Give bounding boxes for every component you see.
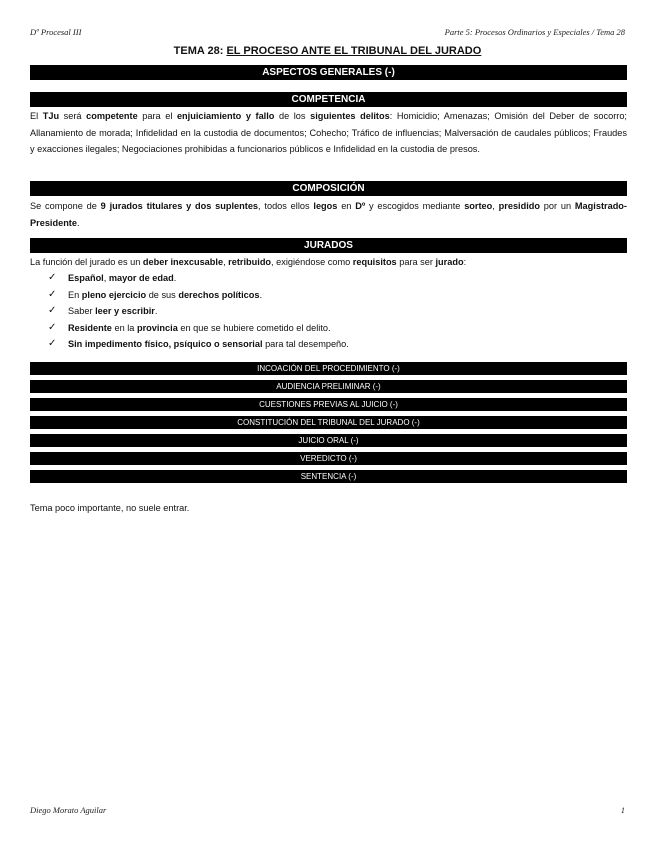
section-constitucion-tribunal: CONSTITUCIÓN DEL TRIBUNAL DEL JURADO (-)	[30, 416, 627, 429]
section-veredicto: VEREDICTO (-)	[30, 452, 627, 465]
text: en la	[111, 322, 137, 333]
check-icon: ✓	[48, 288, 57, 300]
header-section: Parte 5: Procesos Ordinarios y Especiales / Tema 28	[444, 27, 625, 37]
check-icon: ✓	[48, 338, 57, 349]
text: La función del jurado es un	[30, 257, 143, 267]
text: ,	[492, 201, 499, 211]
bold-text: provincia	[136, 322, 178, 333]
list-item	[48, 336, 349, 353]
bold-text: requisitos	[352, 257, 397, 267]
section-incoacion: INCOACIÓN DEL PROCEDIMIENTO (-)	[30, 362, 627, 375]
bold-text: enjuiciamiento y fallo	[176, 111, 275, 121]
bold-text: pleno ejercicio	[81, 289, 147, 300]
text: Saber	[68, 306, 96, 316]
text: .	[259, 289, 263, 300]
footer-author: Diego Morato Aguilar	[30, 805, 107, 815]
text: de los	[274, 111, 311, 121]
section-cuestiones-previas: CUESTIONES PREVIAS AL JUICIO (-)	[30, 398, 627, 411]
list-item	[48, 303, 349, 320]
section-juicio-oral: JUICIO ORAL (-)	[30, 434, 627, 447]
check-icon: ✓	[48, 321, 57, 333]
bold-text: Magistrado-Presidente	[30, 201, 627, 228]
bold-text: leer y escribir	[95, 306, 155, 316]
page-title	[0, 45, 655, 57]
bold-text: Dº	[355, 201, 366, 211]
bold-text: derechos políticos	[178, 289, 260, 300]
bold-text: jurado	[435, 257, 464, 267]
bold-text: Sin impedimento físico, psíquico o sensorial	[68, 339, 263, 349]
text: .	[76, 217, 80, 228]
list-item	[48, 270, 349, 287]
jurados-paragraph	[30, 254, 627, 271]
list-item	[48, 320, 349, 337]
section-aspectos-generales: ASPECTOS GENERALES (-)	[30, 65, 627, 80]
text: Se compone de	[30, 201, 101, 211]
text: El	[30, 111, 43, 121]
section-audiencia-preliminar: AUDIENCIA PRELIMINAR (-)	[30, 380, 627, 393]
check-icon: ✓	[48, 272, 57, 283]
header-subject: Dº Procesal III	[30, 27, 82, 37]
text: En	[68, 289, 82, 300]
bold-text: legos	[313, 201, 338, 211]
bold-text: Residente	[68, 322, 112, 333]
text: será	[59, 111, 87, 121]
bold-text: sorteo	[464, 201, 493, 211]
text: por un	[540, 201, 575, 211]
text: en	[337, 201, 356, 211]
text: , exigiéndose como	[271, 257, 353, 267]
bold-text: TJu	[42, 111, 60, 121]
bold-text: retribuido	[228, 257, 272, 267]
page-number: 1	[620, 805, 625, 815]
text: :	[463, 257, 467, 267]
bold-text: competente	[86, 111, 138, 121]
list-item	[48, 287, 349, 304]
text: .	[173, 273, 177, 283]
bold-text: Español	[68, 273, 104, 283]
bold-text: siguientes delitos	[310, 111, 390, 121]
bold-text: mayor de edad	[108, 273, 174, 283]
composicion-paragraph	[30, 198, 627, 231]
text: en que se hubiere cometido el delito.	[177, 322, 331, 333]
text: .	[154, 306, 158, 316]
text: para ser	[396, 257, 436, 267]
requisitos-list	[48, 270, 349, 353]
text: ,	[223, 257, 229, 267]
bold-text: presidido	[498, 201, 540, 211]
bold-text: 9 jurados titulares y dos suplentes	[100, 201, 259, 211]
check-icon: ✓	[48, 305, 57, 316]
text: ,	[103, 273, 109, 283]
section-composicion: COMPOSICIÓN	[30, 181, 627, 196]
text: para el	[137, 111, 177, 121]
title-main: EL PROCESO ANTE EL TRIBUNAL DEL JURADO	[226, 45, 482, 57]
text: , todos ellos	[258, 201, 314, 211]
section-jurados: JURADOS	[30, 238, 627, 253]
section-sentencia: SENTENCIA (-)	[30, 470, 627, 483]
competencia-paragraph	[30, 108, 627, 158]
text: : Homicidio; Amenazas; Omisión del Deber de socorro; Allanamiento de morada; Infidelidad en la custodia de documentos; Cohecho; Tráfico de influencias; Malversación de caudales públicos; Fraudes y exacciones ilegales; Negociaciones prohibidas a funcionarios públicos e Infidelidad en la custodia de presos.	[30, 111, 627, 154]
section-competencia: COMPETENCIA	[30, 92, 627, 107]
text: de sus	[146, 289, 179, 300]
text: y escogidos mediante	[365, 201, 465, 211]
text: para tal desempeño.	[262, 339, 349, 349]
closing-note: Tema poco importante, no suele entrar.	[30, 503, 190, 513]
bold-text: deber inexcusable	[142, 257, 224, 267]
title-prefix: TEMA 28:	[173, 45, 227, 57]
